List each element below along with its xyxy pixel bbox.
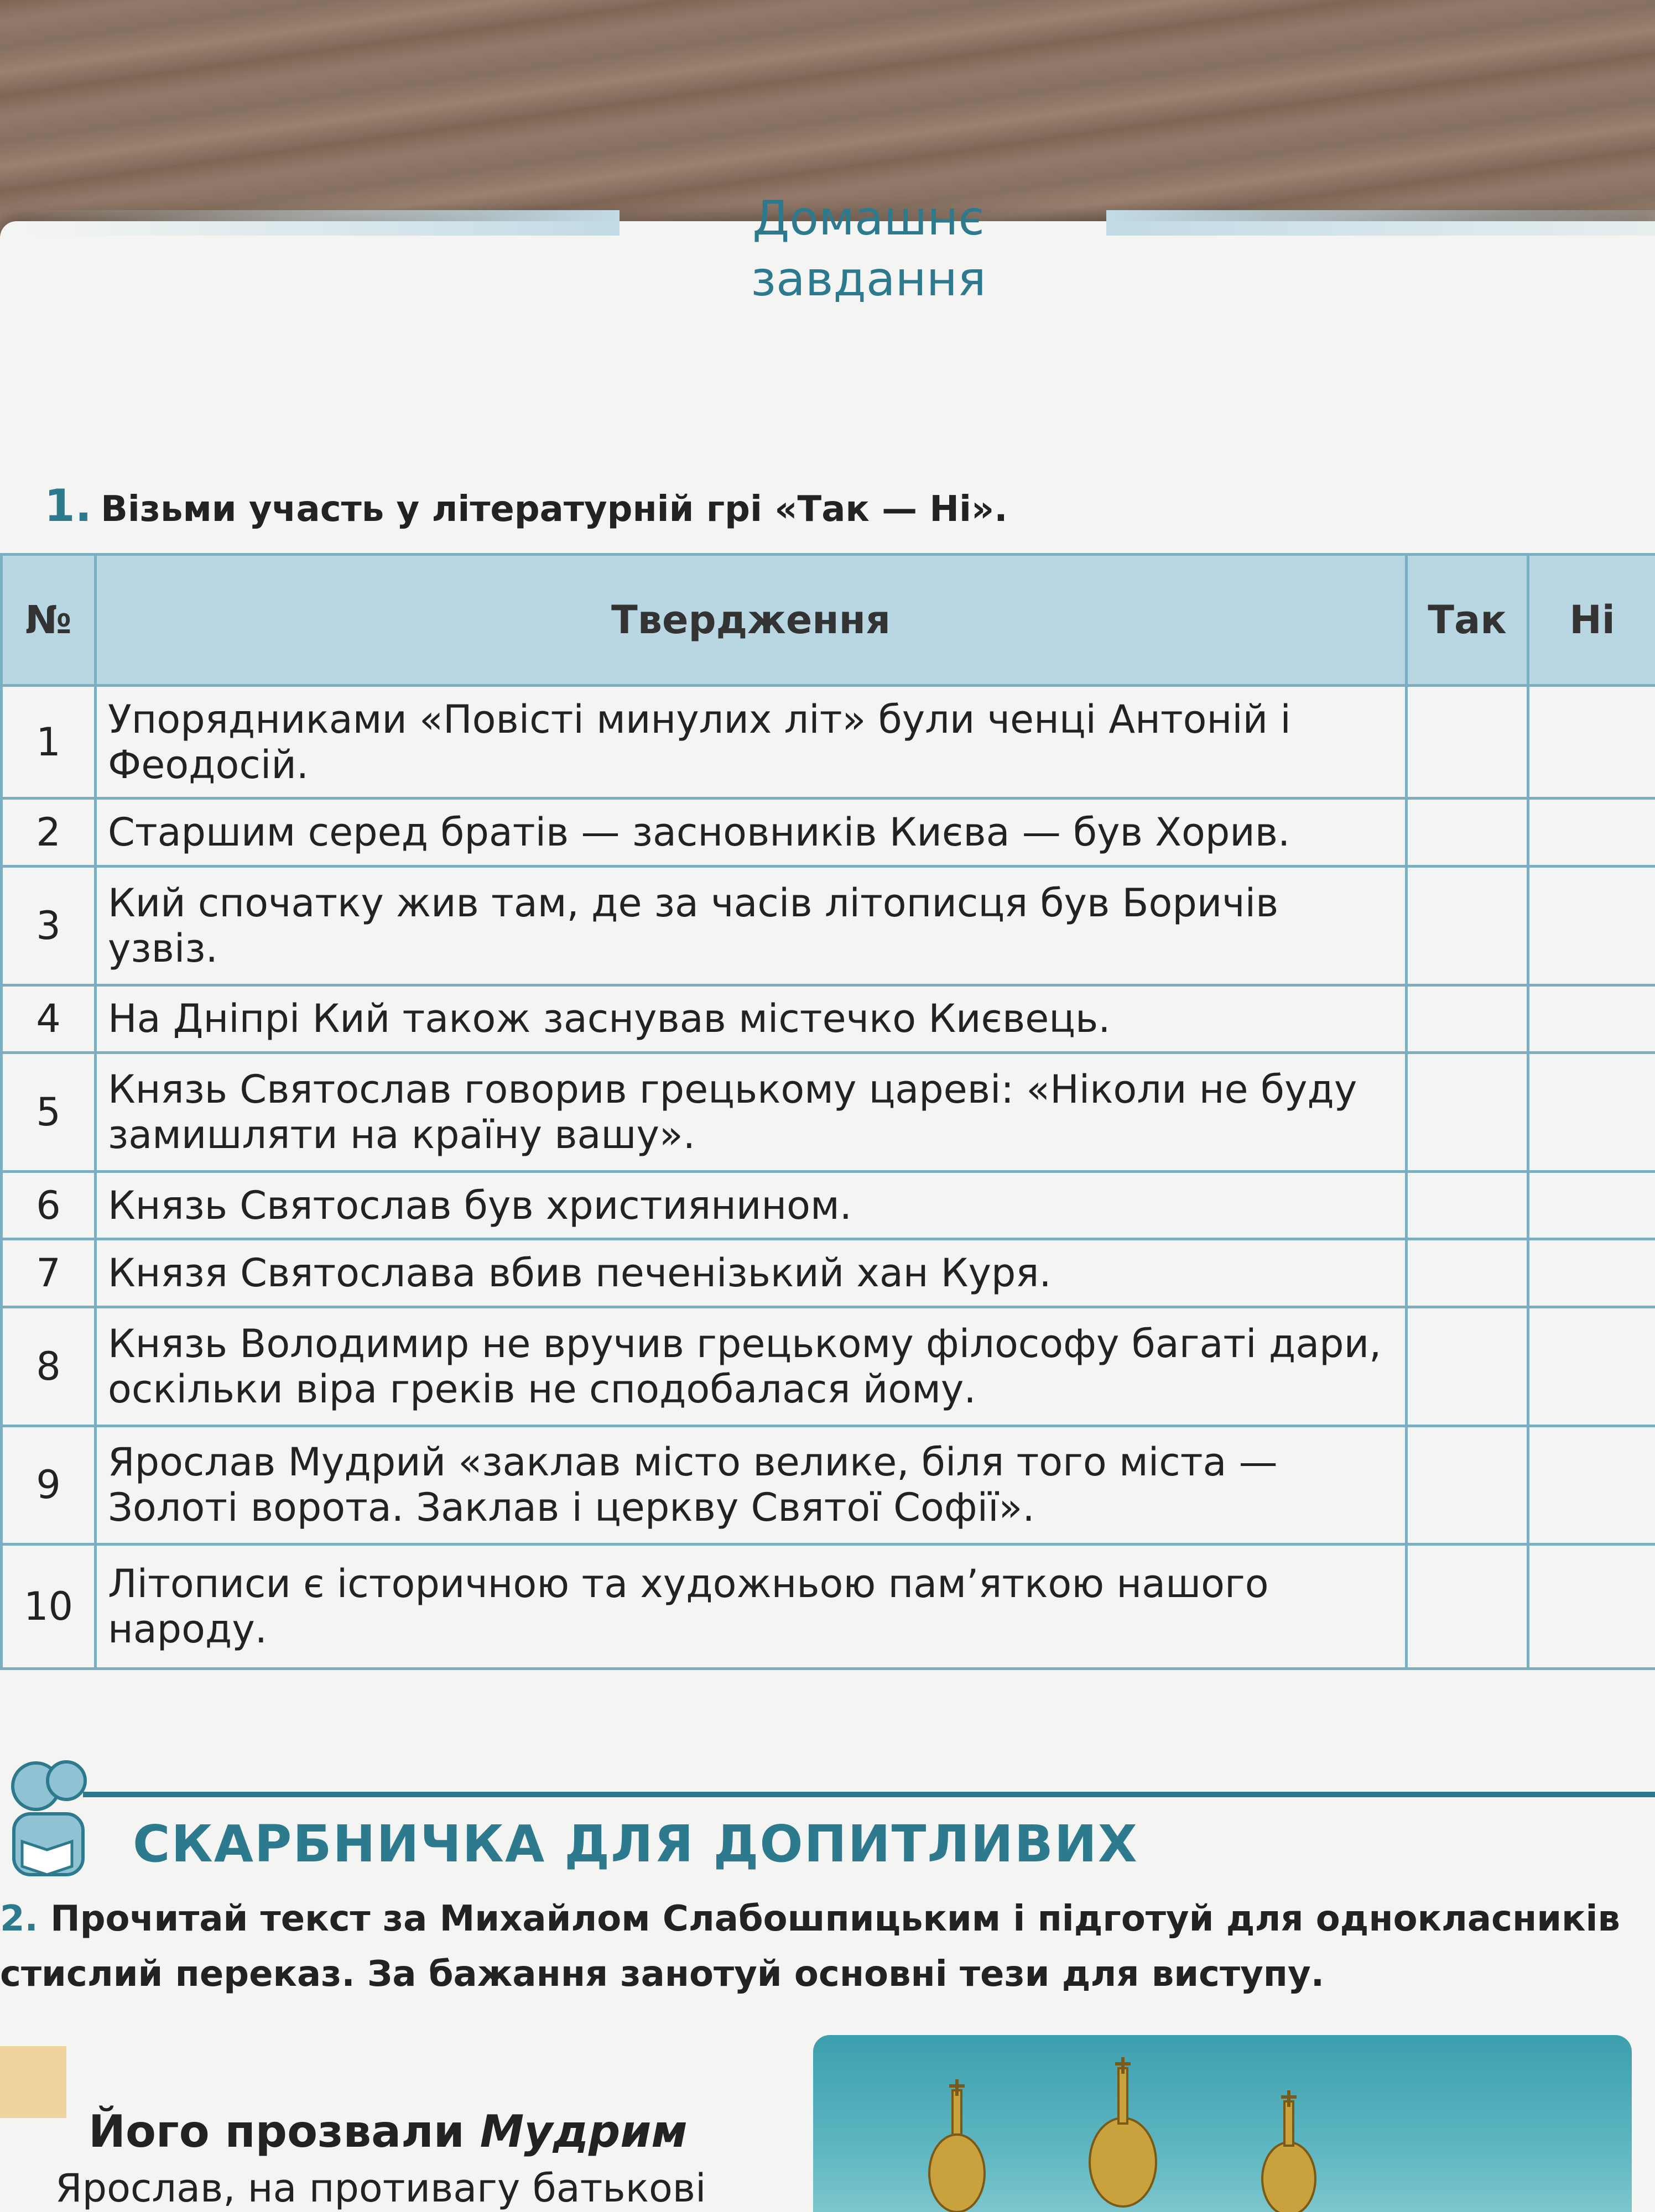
task-2-number: 2.: [0, 1898, 38, 1939]
table-row: [2, 1053, 1655, 1172]
no-cell[interactable]: [1528, 1239, 1655, 1307]
row-number: 5: [2, 1053, 96, 1172]
row-statement: Князь Святослав говорив грецькому цареві: «Ніколи не буду замишляти на країну вашу».: [96, 1053, 1407, 1172]
yes-cell[interactable]: [1407, 1426, 1528, 1545]
row-number: 4: [2, 985, 96, 1053]
header-bar-right: [1106, 210, 1655, 236]
no-cell[interactable]: [1528, 866, 1655, 985]
sophia-cathedral-image: [813, 2035, 1632, 2212]
row-number: 3: [2, 866, 96, 985]
story-first-line: Ярослав, на противагу батькові: [55, 2166, 706, 2211]
yes-cell[interactable]: [1407, 1545, 1528, 1669]
row-statement: Упорядниками «Повісті минулих літ» були ченці Антоній і Феодосій.: [96, 686, 1407, 799]
yes-cell[interactable]: [1407, 866, 1528, 985]
yes-no-table: [0, 553, 1655, 1670]
row-number: 8: [2, 1307, 96, 1426]
yes-cell[interactable]: [1407, 799, 1528, 867]
table-row: [2, 799, 1655, 867]
row-statement: Ярослав Мудрий «заклав місто велике, біля того міста — Золоті ворота. Заклав і церкву Святої Софії».: [96, 1426, 1407, 1545]
task-1-number: 1.: [44, 480, 92, 531]
row-number: 7: [2, 1239, 96, 1307]
yes-cell[interactable]: [1407, 686, 1528, 799]
no-cell[interactable]: [1528, 1307, 1655, 1426]
task-1: [44, 476, 1593, 536]
row-number: 9: [2, 1426, 96, 1545]
header-number: №: [2, 555, 96, 686]
no-cell[interactable]: [1528, 1171, 1655, 1239]
treasure-title: СКАРБНИЧКА ДЛЯ ДОПИТЛИВИХ: [133, 1814, 1138, 1874]
yes-cell[interactable]: [1407, 1053, 1528, 1172]
decorative-stripe: [0, 2046, 66, 2118]
no-cell[interactable]: [1528, 1053, 1655, 1172]
yes-cell[interactable]: [1407, 1239, 1528, 1307]
no-cell[interactable]: [1528, 799, 1655, 867]
table-row: [2, 1426, 1655, 1545]
no-cell[interactable]: [1528, 1426, 1655, 1545]
row-statement: Літописи є історичною та художньою пам’яткою нашого народу.: [96, 1545, 1407, 1669]
homework-header: [22, 188, 1655, 307]
row-number: 1: [2, 686, 96, 799]
row-number: 6: [2, 1171, 96, 1239]
table-row: [2, 686, 1655, 799]
table-row: [2, 985, 1655, 1053]
task-2: [0, 1891, 1648, 2024]
table-row: [2, 1171, 1655, 1239]
header-no: Ні: [1528, 555, 1655, 686]
homework-title: Домашнє завдання: [751, 191, 986, 307]
row-statement: Старшим серед братів — засновників Києва — був Хорив.: [96, 799, 1407, 867]
header-yes: Так: [1407, 555, 1528, 686]
table-row: [2, 1545, 1655, 1669]
yes-cell[interactable]: [1407, 1307, 1528, 1426]
yes-cell[interactable]: [1407, 985, 1528, 1053]
children-reading-icon: [6, 1747, 89, 1891]
story-title-emphasis: Мудрим: [480, 2106, 688, 2157]
no-cell[interactable]: [1528, 985, 1655, 1053]
table-row: [2, 1239, 1655, 1307]
row-statement: На Дніпрі Кий також заснував містечко Києвець.: [96, 985, 1407, 1053]
task-1-text: Візьми участь у літературній грі «Так — Ні».: [101, 489, 1008, 530]
header-statement: Твердження: [96, 555, 1407, 686]
no-cell[interactable]: [1528, 686, 1655, 799]
header-bar-left: [22, 210, 620, 236]
table-row: [2, 866, 1655, 985]
row-statement: Князя Святослава вбив печенізький хан Куря.: [96, 1239, 1407, 1307]
row-statement: Кий спочатку жив там, де за часів літописця був Боричів узвіз.: [96, 866, 1407, 985]
row-statement: Князь Святослав був християнином.: [96, 1171, 1407, 1239]
story-title-plain: Його прозвали: [89, 2106, 480, 2157]
cathedral-domes-icon: [813, 2035, 1632, 2212]
yes-cell[interactable]: [1407, 1171, 1528, 1239]
row-number: 2: [2, 799, 96, 867]
table-header-row: [2, 555, 1655, 686]
row-statement: Князь Володимир не вручив грецькому філософу багаті дари, оскільки віра греків не сподобалася йому.: [96, 1307, 1407, 1426]
section-divider: [83, 1792, 1655, 1797]
table-row: [2, 1307, 1655, 1426]
row-number: 10: [2, 1545, 96, 1669]
task-2-text: Прочитай текст за Михайлом Слабошпицьким і підготуй для однокласників стислий переказ. За бажання занотуй основні тези для виступу.: [0, 1898, 1620, 1995]
no-cell[interactable]: [1528, 1545, 1655, 1669]
story-title: [89, 2101, 808, 2162]
